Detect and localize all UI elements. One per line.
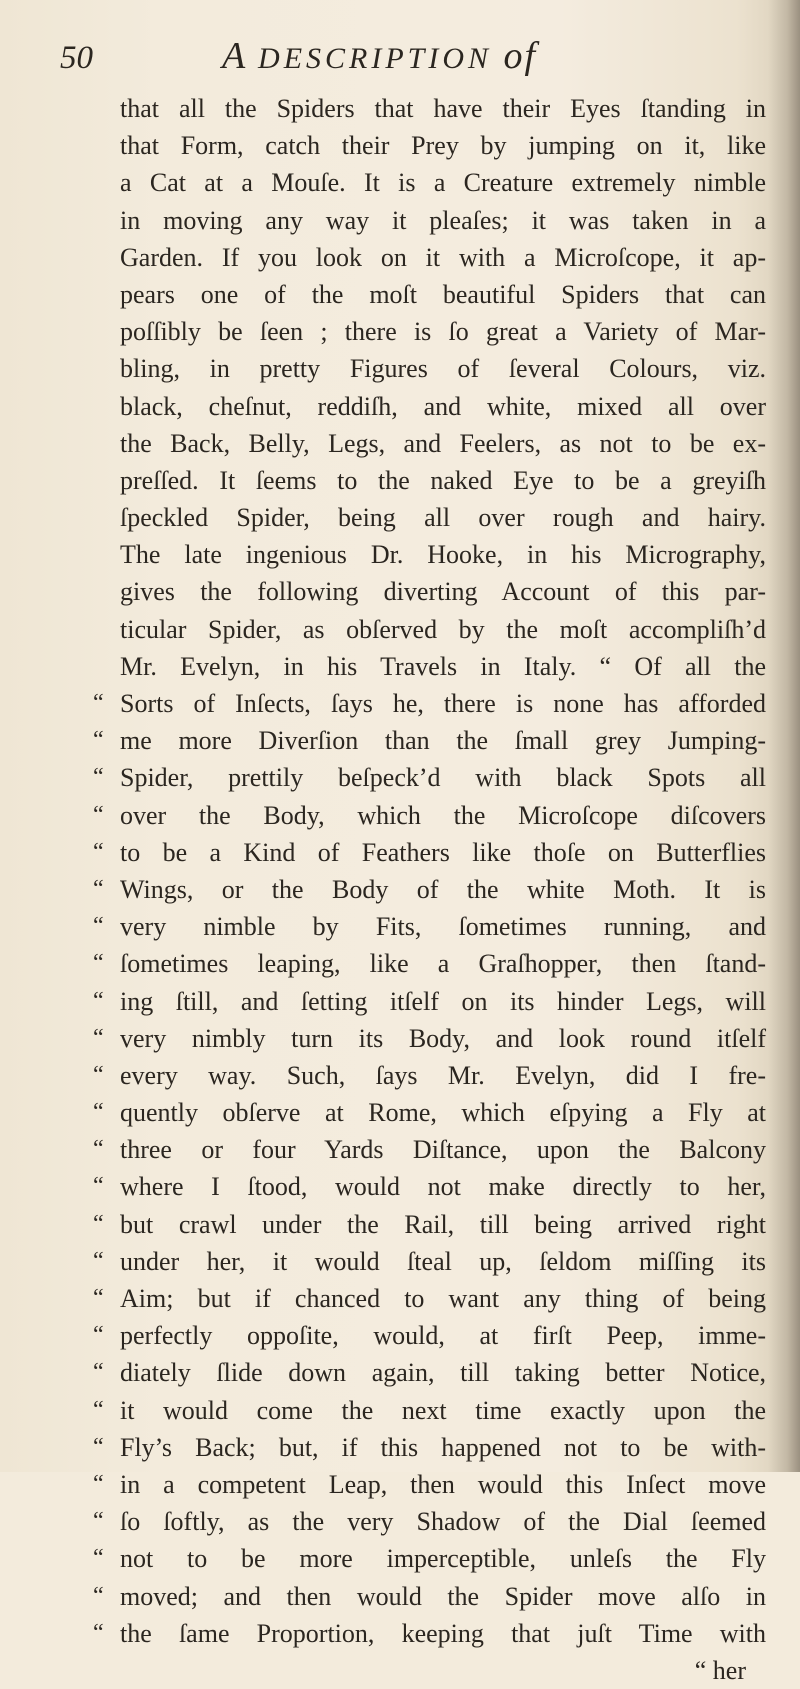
quote-mark: “ xyxy=(93,1322,104,1349)
text-line xyxy=(93,1503,766,1540)
text-line xyxy=(93,1020,766,1057)
text-line-content: Sorts of Inſects, ſays he, there is none has afforded xyxy=(120,689,766,718)
text-line-content: perfectly oppoſite, would, at firſt Peep, imme- xyxy=(120,1321,766,1351)
quote-mark: “ xyxy=(93,1359,104,1386)
quote-mark: “ xyxy=(93,950,104,977)
text-line xyxy=(93,759,766,796)
text-line xyxy=(120,90,766,127)
text-line-content: every way. Such, ſays Mr. Evelyn, did I fre- xyxy=(120,1060,766,1090)
text-line xyxy=(93,1615,766,1652)
text-line xyxy=(120,573,766,610)
quote-mark: “ xyxy=(93,1285,104,1311)
text-line-content: to be a Kind of Feathers like thoſe on Butterflies xyxy=(120,837,766,867)
text-line xyxy=(120,648,766,685)
body-text xyxy=(93,90,766,1689)
text-line-content: preſſed. It ſeems to the naked Eye to be a greyiſh xyxy=(120,465,766,495)
page-header xyxy=(0,10,800,80)
quote-mark: “ xyxy=(93,1173,104,1200)
text-line xyxy=(93,945,766,982)
text-line-content: not to be more imperceptible, unleſs the Fly xyxy=(120,1544,766,1574)
quote-mark: “ xyxy=(93,1433,104,1460)
text-line-content: moved; and then would the Spider move alſo in xyxy=(120,1581,766,1611)
text-line-content: ſo ſoftly, as the very Shadow of the Dial ſeemed xyxy=(120,1507,766,1537)
running-title-main: DESCRIPTION xyxy=(258,42,493,75)
text-line-content: in moving any way it pleaſes; it was taken in a xyxy=(120,205,766,235)
quote-mark: “ xyxy=(93,1210,104,1237)
quote-mark: “ xyxy=(93,1024,104,1051)
text-line xyxy=(120,313,766,350)
text-line-content: that all the Spiders that have their Eyes ſtanding in xyxy=(120,94,766,123)
text-line-content: The late ingenious Dr. Hooke, in his Micrography, xyxy=(120,540,766,570)
text-line-content: ſpeckled Spider, being all over rough and hairy. xyxy=(120,503,766,533)
quote-mark: “ xyxy=(93,1470,104,1497)
running-title-prefix: A xyxy=(222,35,247,77)
text-line xyxy=(93,871,766,908)
text-line xyxy=(93,1540,766,1577)
text-line xyxy=(93,908,766,945)
text-line-content: pears one of the moſt beautiful Spiders that can xyxy=(120,279,766,309)
text-line-content: Aim; but if chanced to want any thing of being xyxy=(120,1284,766,1313)
text-line-content: three or four Yards Diſtance, upon the Balcony xyxy=(120,1135,766,1165)
text-line-content: that Form, catch their Prey by jumping on it, like xyxy=(120,131,766,161)
text-line-content: Mr. Evelyn, in his Travels in Italy. “ Of all the xyxy=(120,651,766,681)
quote-mark: “ xyxy=(93,1545,104,1572)
quote-mark: “ xyxy=(93,690,104,716)
catchword: “ her xyxy=(694,1655,746,1685)
text-line xyxy=(120,276,766,313)
text-line xyxy=(120,388,766,425)
text-line-content: ing ſtill, and ſetting itſelf on its hinder Legs, will xyxy=(120,986,766,1016)
text-line xyxy=(120,127,766,164)
text-line xyxy=(120,499,766,536)
text-line xyxy=(93,1206,766,1243)
text-line xyxy=(93,797,766,834)
text-line-content: gives the following diverting Account of this par- xyxy=(120,577,766,607)
text-line xyxy=(93,685,766,722)
page-number: 50 xyxy=(60,40,93,76)
text-line-content: poſſibly be ſeen ; there is ſo great a Variety of Mar- xyxy=(120,317,766,347)
running-title-suffix: of xyxy=(503,35,538,77)
text-line xyxy=(93,1392,766,1429)
text-line-content: me more Diverſion than the ſmall grey Jumping- xyxy=(120,726,766,756)
text-line-content: bling, in pretty Figures of ſeveral Colours, viz. xyxy=(120,354,766,384)
text-line xyxy=(93,1168,766,1205)
text-line xyxy=(93,834,766,871)
text-line-content: the ſame Proportion, keeping that juſt Time with xyxy=(120,1618,766,1648)
text-line xyxy=(120,239,766,276)
text-line-content: under her, it would ſteal up, ſeldom miſſing its xyxy=(120,1246,766,1276)
text-line-content: but crawl under the Rail, till being arrived right xyxy=(120,1209,766,1239)
text-line xyxy=(93,1057,766,1094)
quote-mark: “ xyxy=(93,1061,104,1088)
text-line-content: it would come the next time exactly upon the xyxy=(120,1395,766,1425)
text-line xyxy=(120,425,766,462)
text-line-content: Garden. If you look on it with a Microſcope, it ap- xyxy=(120,242,766,272)
text-line xyxy=(120,164,766,201)
text-line-content: where I ſtood, would not make directly to her, xyxy=(120,1172,766,1202)
text-line-content: quently obſerve at Rome, which eſpying a Fly at xyxy=(120,1098,766,1128)
text-line xyxy=(120,536,766,573)
text-line-content: black, cheſnut, reddiſh, and white, mixed all over xyxy=(120,391,766,421)
quote-mark: “ xyxy=(93,1582,104,1609)
text-line-content: Wings, or the Body of the white Moth. It is xyxy=(120,874,766,904)
quote-mark: “ xyxy=(93,1619,104,1646)
quote-mark: “ xyxy=(93,1396,104,1423)
text-line xyxy=(93,722,766,759)
spine-shadow xyxy=(768,0,800,1472)
text-line-content: ſometimes leaping, like a Graſhopper, then ſtand- xyxy=(120,949,766,979)
text-line xyxy=(93,1578,766,1615)
text-line xyxy=(120,611,766,648)
quote-mark: “ xyxy=(93,1099,104,1126)
quote-mark: “ xyxy=(93,727,104,754)
text-line-content: Spider, prettily beſpeck’d with black Spots all xyxy=(120,763,766,793)
text-line-content: in a competent Leap, then would this Inſect move xyxy=(120,1469,766,1499)
quote-mark: “ xyxy=(93,838,104,865)
text-line xyxy=(120,462,766,499)
text-line xyxy=(120,202,766,239)
quote-mark: “ xyxy=(93,764,104,791)
text-line-content: a Cat at a Mouſe. It is a Creature extremely nimble xyxy=(120,168,766,198)
text-line-content: very nimbly turn its Body, and look round itſelf xyxy=(120,1023,766,1053)
text-line-content: over the Body, which the Microſcope diſcovers xyxy=(120,800,766,830)
text-line xyxy=(93,983,766,1020)
text-line xyxy=(93,1243,766,1280)
text-line-content: diately ſlide down again, till taking better Notice, xyxy=(120,1358,766,1388)
quote-mark: “ xyxy=(93,1247,104,1274)
text-line xyxy=(120,350,766,387)
quote-mark: “ xyxy=(93,875,104,902)
running-title xyxy=(222,34,537,78)
text-line xyxy=(93,1280,766,1317)
text-line-content: very nimble by Fits, ſometimes running, and xyxy=(120,912,766,942)
quote-mark: “ xyxy=(93,987,104,1014)
text-line xyxy=(93,1131,766,1168)
quote-mark: “ xyxy=(93,913,104,940)
quote-mark: “ xyxy=(93,801,104,828)
text-line xyxy=(93,1317,766,1354)
text-line xyxy=(93,1429,766,1466)
quote-mark: “ xyxy=(93,1136,104,1163)
text-line-content: the Back, Belly, Legs, and Feelers, as not to be ex- xyxy=(120,428,766,458)
text-line-content: ticular Spider, as obſerved by the moſt accompliſh’d xyxy=(120,614,766,644)
text-line xyxy=(93,1094,766,1131)
text-line-content: Fly’s Back; but, if this happened not to be with- xyxy=(120,1432,766,1462)
quote-mark: “ xyxy=(93,1508,104,1535)
text-line xyxy=(93,1354,766,1391)
